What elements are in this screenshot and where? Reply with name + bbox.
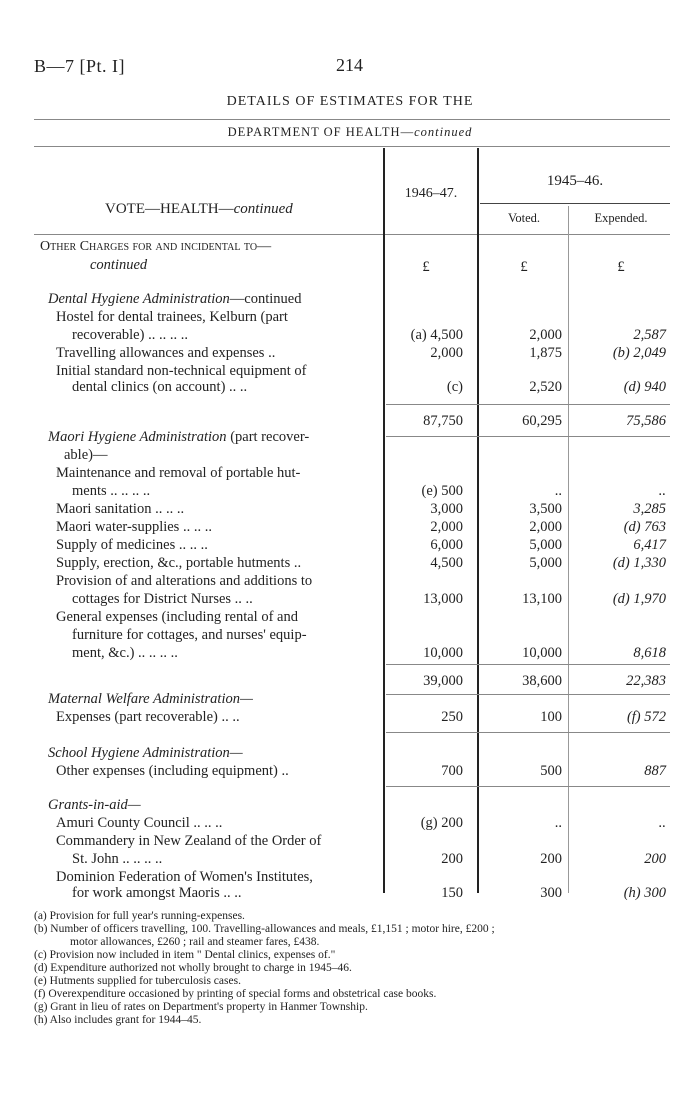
amount-c2-hostel-2: 2,000 xyxy=(529,327,562,343)
column-rule-2 xyxy=(477,148,479,893)
amount-c2-amuri: .. xyxy=(554,815,562,831)
line-label-water xyxy=(56,518,212,536)
group-rule xyxy=(480,203,670,204)
line-text-maint-1: Maintenance and removal of portable hut- xyxy=(56,465,301,481)
amount-c1-hostel-2: (a) 4,500 xyxy=(410,327,463,343)
other-charges-continued xyxy=(90,256,147,274)
title-rule xyxy=(34,119,670,120)
line-text-hostel-2: recoverable) .. .. .. .. xyxy=(72,327,188,343)
amount-c2-dominion-2: 300 xyxy=(540,885,562,901)
line-text-stjohn-1: Commandery in New Zealand of the Order of xyxy=(56,833,322,849)
line-italic-maternal-heading: Maternal Welfare Administration— xyxy=(48,691,253,707)
subtitle-italic: continued xyxy=(414,125,473,139)
amount-c1-medicines: 6,000 xyxy=(430,537,463,553)
amount-c3-dominion-2: (h) 300 xyxy=(623,885,666,901)
other-charges-heading: Other Charges for and incidental to— xyxy=(40,239,272,254)
footnote-8: (h) Also includes grant for 1944–45. xyxy=(34,1014,202,1026)
line-label-school-heading xyxy=(48,744,243,762)
amount-c3-hutments: (d) 1,330 xyxy=(612,555,666,571)
line-text-maori-heading-1: (part recover- xyxy=(226,429,310,445)
continued-label: continued xyxy=(90,257,148,273)
footnote-6: (f) Overexpenditure occasioned by printing of special forms and obstetrical case books. xyxy=(34,988,437,1000)
line-label-hostel-2 xyxy=(72,326,188,344)
line-text-dominion-1: Dominion Federation of Women's Institutes, xyxy=(56,869,313,885)
line-label-hutments xyxy=(56,554,301,572)
amount-c1-amuri: (g) 200 xyxy=(420,815,463,831)
line-label-maint-1 xyxy=(56,464,300,482)
line-label-general-3 xyxy=(72,644,178,662)
line-text-school-exp: Other expenses (including equipment) .. xyxy=(56,763,289,779)
amount-c3-sanitation: 3,285 xyxy=(633,501,666,517)
line-text-stjohn-2: St. John .. .. .. .. xyxy=(72,851,163,867)
maternal-rule xyxy=(386,732,670,733)
amount-c3-travel: (b) 2,049 xyxy=(612,345,666,361)
line-text-cottages-1: Provision of and alterations and additions to xyxy=(56,573,313,589)
amount-c2-school-exp: 500 xyxy=(540,763,562,779)
line-italic-grants-heading: Grants-in-aid— xyxy=(48,797,141,813)
amount-c3-stjohn-2: 200 xyxy=(644,851,666,867)
vote-main: VOTE—HEALTH— xyxy=(105,201,234,217)
line-label-stjohn-2 xyxy=(72,850,162,868)
column-voted: Voted. xyxy=(507,211,541,225)
line-text-amuri: Amuri County Council .. .. .. xyxy=(56,815,223,831)
line-label-sanitation xyxy=(56,500,184,518)
line-text-maternal-exp: Expenses (part recoverable) .. .. xyxy=(56,709,240,725)
line-label-cottages-2 xyxy=(72,590,253,608)
page-subtitle xyxy=(0,125,700,140)
line-text-general-2: furniture for cottages, and nurses' equip- xyxy=(72,627,307,643)
line-text-general-3: ment, &c.) .. .. .. .. xyxy=(72,645,178,661)
column-rule-1 xyxy=(383,148,385,893)
maori-subtotal-bottom-rule xyxy=(386,694,670,695)
column-expended: Expended. xyxy=(594,211,648,225)
vote-heading xyxy=(105,200,293,218)
line-text-medicines: Supply of medicines .. .. .. xyxy=(56,537,208,553)
subtitle-main: DEPARTMENT OF HEALTH— xyxy=(227,125,415,139)
amount-c3-general-3: 8,618 xyxy=(633,645,666,661)
amount-c3-maint-2: .. xyxy=(658,483,666,499)
footnote-3: (c) Provision now included in item " Dental clinics, expenses of." xyxy=(34,949,336,961)
line-label-initial-2 xyxy=(72,378,247,396)
amount-c1-stjohn-2: 200 xyxy=(441,851,463,867)
amount-c2-travel: 1,875 xyxy=(529,345,562,361)
line-text-cottages-2: cottages for District Nurses .. .. xyxy=(72,591,253,607)
currency-col3: £ xyxy=(617,259,625,275)
amount-c3-water: (d) 763 xyxy=(623,519,666,535)
amount-c3-amuri: .. xyxy=(658,815,666,831)
line-text-dental-heading: —continued xyxy=(229,291,302,307)
amount-c2-maint-2: .. xyxy=(554,483,562,499)
header-bottom-rule xyxy=(34,234,670,235)
amount-c2-water: 2,000 xyxy=(529,519,562,535)
line-text-water: Maori water-supplies .. .. .. xyxy=(56,519,212,535)
school-rule xyxy=(386,786,670,787)
footnote-7: (g) Grant in lieu of rates on Department's property in Hanmer Township. xyxy=(34,1001,368,1013)
amount-c2-sanitation: 3,500 xyxy=(529,501,562,517)
line-label-travel xyxy=(56,344,275,362)
line-label-maori-heading-1 xyxy=(48,428,309,446)
dental-subtotal-top-rule xyxy=(386,404,670,405)
amount-c1-maint-2: (e) 500 xyxy=(421,483,463,499)
vote-italic: continued xyxy=(233,201,293,217)
line-label-dominion-2 xyxy=(72,884,242,902)
amount-c3-hostel-2: 2,587 xyxy=(633,327,666,343)
line-italic-school-heading: School Hygiene Administration— xyxy=(48,745,243,761)
amount-c3-cottages-2: (d) 1,970 xyxy=(612,591,666,607)
table-top-rule xyxy=(34,146,670,147)
page-number: 214 xyxy=(336,55,363,75)
line-label-cottages-1 xyxy=(56,572,312,590)
amount-c2-cottages-2: 13,100 xyxy=(522,591,562,607)
amount-c2-dental-total: 60,295 xyxy=(522,413,562,429)
amount-c1-sanitation: 3,000 xyxy=(430,501,463,517)
amount-c3-initial-2: (d) 940 xyxy=(623,379,666,395)
amount-c2-maori-total: 38,600 xyxy=(522,673,562,689)
amount-c2-medicines: 5,000 xyxy=(529,537,562,553)
line-text-sanitation: Maori sanitation .. .. .. xyxy=(56,501,185,517)
page-title: DETAILS OF ESTIMATES FOR THE xyxy=(226,94,474,109)
amount-c3-maternal-exp: (f) 572 xyxy=(626,709,666,725)
line-label-hostel-1 xyxy=(56,308,288,326)
line-text-hutments: Supply, erection, &c., portable hutments .. xyxy=(56,555,302,571)
dental-subtotal-bottom-rule xyxy=(386,436,670,437)
currency-col2: £ xyxy=(520,259,528,275)
amount-c2-general-3: 10,000 xyxy=(522,645,562,661)
footnote-0: (a) Provision for full year's running-expenses. xyxy=(34,910,245,922)
line-label-general-2 xyxy=(72,626,307,644)
maori-subtotal-top-rule xyxy=(386,664,670,665)
footnote-5: (e) Hutments supplied for tuberculosis cases. xyxy=(34,975,241,987)
footnote-1: (b) Number of officers travelling, 100. Travelling-allowances and meals, £1,151 ; motor hire, £200 ; xyxy=(34,923,495,935)
line-label-general-1 xyxy=(56,608,298,626)
amount-c2-maternal-exp: 100 xyxy=(540,709,562,725)
line-label-maori-heading-2 xyxy=(64,446,107,464)
line-text-initial-2: dental clinics (on account) .. .. xyxy=(72,379,248,395)
line-text-maori-heading-2: able)— xyxy=(64,447,108,463)
column-rule-3 xyxy=(568,206,569,893)
amount-c3-school-exp: 887 xyxy=(644,763,666,779)
amount-c3-dental-total: 75,586 xyxy=(626,413,666,429)
amount-c1-dominion-2: 150 xyxy=(441,885,463,901)
amount-c1-hutments: 4,500 xyxy=(430,555,463,571)
amount-c1-maori-total: 39,000 xyxy=(423,673,463,689)
line-label-dental-heading xyxy=(48,290,301,308)
amount-c1-maternal-exp: 250 xyxy=(441,709,463,725)
line-label-stjohn-1 xyxy=(56,832,321,850)
amount-c2-initial-2: 2,520 xyxy=(529,379,562,395)
amount-c3-maori-total: 22,383 xyxy=(626,673,666,689)
column-1945-46: 1945–46. xyxy=(546,173,604,189)
amount-c2-hutments: 5,000 xyxy=(529,555,562,571)
amount-c1-initial-2: (c) xyxy=(446,379,463,395)
line-text-initial-1: Initial standard non-technical equipment of xyxy=(56,363,307,379)
line-text-general-1: General expenses (including rental of and xyxy=(56,609,298,625)
footnote-4: (d) Expenditure authorized not wholly brought to charge in 1945–46. xyxy=(34,962,352,974)
amount-c1-cottages-2: 13,000 xyxy=(423,591,463,607)
currency-col1: £ xyxy=(422,259,430,275)
amount-c1-travel: 2,000 xyxy=(430,345,463,361)
amount-c3-medicines: 6,417 xyxy=(633,537,666,553)
line-italic-maori-heading-1: Maori Hygiene Administration xyxy=(48,429,227,445)
amount-c1-school-exp: 700 xyxy=(441,763,463,779)
line-text-travel: Travelling allowances and expenses .. xyxy=(56,345,276,361)
line-label-maint-2 xyxy=(72,482,150,500)
amount-c1-dental-total: 87,750 xyxy=(423,413,463,429)
amount-c1-water: 2,000 xyxy=(430,519,463,535)
line-text-maint-2: ments .. .. .. .. xyxy=(72,483,151,499)
line-text-hostel-1: Hostel for dental trainees, Kelburn (part xyxy=(56,309,288,325)
line-text-dominion-2: for work amongst Maoris .. .. xyxy=(72,885,242,901)
column-1946-47: 1946–47. xyxy=(404,186,458,201)
line-label-maternal-heading xyxy=(48,690,253,708)
line-label-maternal-exp xyxy=(56,708,240,726)
document-reference: B—7 [Pt. I] xyxy=(34,56,125,76)
line-label-school-exp xyxy=(56,762,289,780)
line-italic-dental-heading: Dental Hygiene Administration xyxy=(48,291,230,307)
amount-c1-general-3: 10,000 xyxy=(423,645,463,661)
amount-c2-stjohn-2: 200 xyxy=(540,851,562,867)
line-label-amuri xyxy=(56,814,222,832)
line-label-grants-heading xyxy=(48,796,141,814)
footnote-2: motor allowances, £260 ; rail and steamer fares, £438. xyxy=(70,936,320,948)
line-label-medicines xyxy=(56,536,208,554)
